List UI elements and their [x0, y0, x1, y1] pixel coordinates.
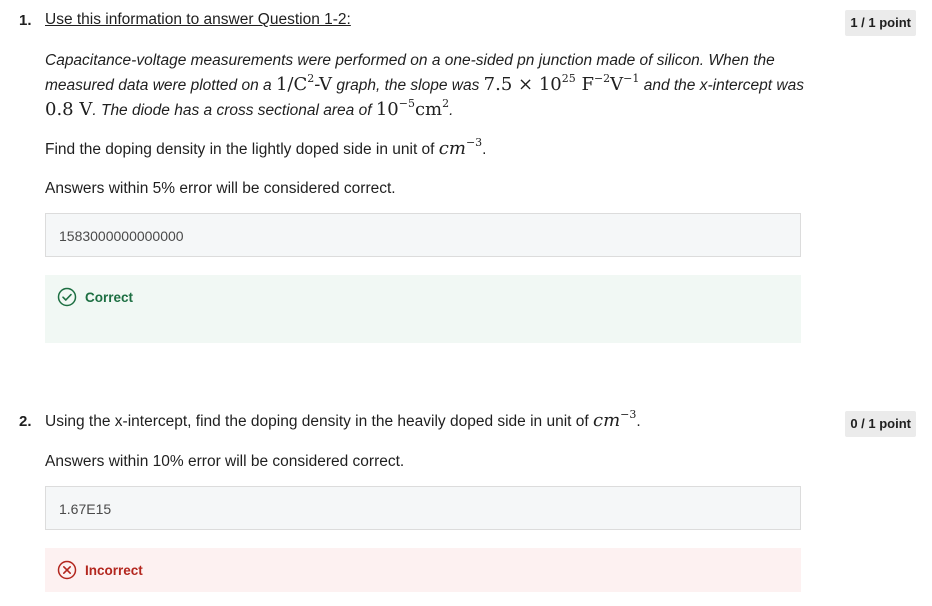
intro-text: .: [449, 102, 454, 119]
question-number: 2.: [19, 413, 32, 430]
title-text: Using the x-intercept, find the doping density in the heavily doped side in unit of: [45, 413, 594, 430]
intro-text: . The diode has a cross sectional area of: [92, 102, 376, 119]
prompt-text: .: [482, 141, 487, 158]
math-axes: [276, 74, 332, 95]
math-text: V: [610, 74, 624, 95]
math-exponent: −3: [620, 408, 637, 421]
math-text: cm: [414, 99, 443, 120]
intro-line-1: Capacitance-voltage measurements were performed on a one-sided pn junction made of silicon. When the: [45, 52, 775, 69]
math-exponent: 2: [307, 72, 315, 85]
prompt-text: Find the doping density in the lightly doped side in unit of: [45, 141, 439, 158]
question-intro: [45, 49, 805, 123]
intro-text: graph, the slope was: [332, 77, 484, 94]
x-circle-icon: [57, 560, 77, 580]
math-text: cm: [438, 138, 466, 159]
feedback-panel: [45, 275, 801, 343]
feedback-label: Correct: [85, 289, 134, 305]
question-title: Use this information to answer Question 1-2:: [45, 11, 351, 28]
title-text: .: [636, 413, 641, 430]
feedback-row: [57, 560, 143, 580]
math-text: F: [575, 74, 594, 95]
math-exponent: −5: [398, 97, 415, 110]
math-exponent: 25: [561, 72, 576, 85]
points-badge: 0 / 1 point: [845, 411, 916, 437]
tolerance-note: Answers within 5% error will be considered correct.: [45, 180, 396, 197]
math-exponent: 2: [442, 97, 450, 110]
feedback-row: [57, 287, 133, 307]
intro-line-2: [45, 73, 805, 98]
intro-line-3: [45, 98, 805, 123]
answer-field[interactable]: 1583000000000000: [45, 213, 801, 257]
question-number: 1.: [19, 12, 32, 29]
math-exponent: −1: [623, 72, 640, 85]
question-prompt: [45, 137, 805, 162]
intro-text: measured data were plotted on a: [45, 77, 276, 94]
math-exponent: −3: [465, 136, 483, 149]
math-text: 7.5 × 10: [483, 74, 562, 95]
math-area: [376, 99, 449, 120]
math-slope: [484, 74, 640, 95]
math-unit: [439, 138, 482, 159]
answer-field[interactable]: 1.67E15: [45, 486, 801, 530]
math-text: 10: [375, 99, 399, 120]
math-intercept: 0.8 V: [45, 99, 93, 120]
math-text: cm: [593, 410, 621, 431]
feedback-panel: [45, 548, 801, 592]
math-unit: [593, 410, 636, 431]
check-circle-icon: [57, 287, 77, 307]
points-badge: 1 / 1 point: [845, 10, 916, 36]
tolerance-note: Answers within 10% error will be considered correct.: [45, 453, 405, 470]
math-text: 1/C: [275, 74, 308, 95]
intro-text: and the x-intercept was: [639, 77, 804, 94]
math-text: -V: [314, 74, 333, 95]
question-title: [45, 410, 641, 431]
feedback-label: Incorrect: [85, 562, 143, 578]
math-exponent: −2: [593, 72, 611, 85]
